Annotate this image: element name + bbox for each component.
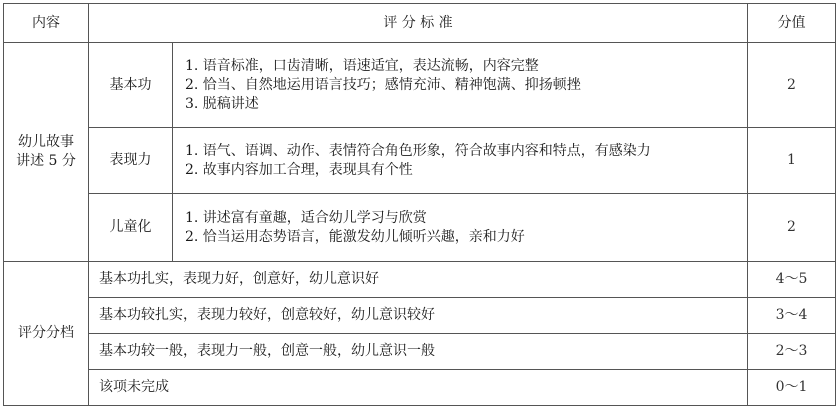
criterion-item: 2. 恰当运用态势语言，能激发幼儿倾听兴趣，亲和力好 (185, 228, 525, 245)
header-criteria: 评 分 标 准 (89, 4, 748, 43)
header-score: 分值 (748, 4, 836, 43)
band-description: 基本功较一般，表现力一般，创意一般，幼儿意识一般 (89, 334, 748, 370)
criterion-score: 1 (748, 128, 836, 194)
band-description: 基本功较扎实，表现力较好，创意较好，幼儿意识较好 (89, 298, 748, 334)
criteria-row-basic (4, 43, 836, 128)
header-content: 内容 (4, 4, 89, 43)
band-score: 2～3 (748, 334, 836, 370)
criterion-items (173, 43, 748, 128)
scoring-table (3, 3, 836, 406)
section-label-line1: 幼儿故事 (18, 134, 74, 150)
grading-band-row (4, 298, 836, 334)
criterion-item: 2. 恰当、自然地运用语言技巧；感情充沛、精神饱满、抑扬顿挫 (185, 76, 581, 93)
band-description: 该项未完成 (89, 370, 748, 406)
band-score: 0～1 (748, 370, 836, 406)
criterion-name: 表现力 (89, 128, 173, 194)
grading-band-row (4, 262, 836, 298)
criterion-items (173, 194, 748, 262)
grading-band-row (4, 370, 836, 406)
header-row (4, 4, 836, 43)
criterion-name: 基本功 (89, 43, 173, 128)
grading-band-row (4, 334, 836, 370)
criterion-item: 3. 脱稿讲述 (185, 95, 259, 112)
criterion-items (173, 128, 748, 194)
band-description: 基本功扎实，表现力好，创意好，幼儿意识好 (89, 262, 748, 298)
criterion-item: 1. 语气、语调、动作、表情符合角色形象，符合故事内容和特点，有感染力 (185, 142, 651, 159)
band-score: 3～4 (748, 298, 836, 334)
section-label (4, 43, 89, 262)
criteria-row-expression (4, 128, 836, 194)
section-label-line2: 讲述 5 分 (16, 153, 76, 169)
criteria-row-childlike (4, 194, 836, 262)
criterion-item: 1. 讲述富有童趣，适合幼儿学习与欣赏 (185, 209, 427, 226)
criterion-item: 1. 语音标准，口齿清晰，语速适宜，表达流畅，内容完整 (185, 57, 539, 74)
grading-label: 评分分档 (4, 262, 89, 406)
criterion-item: 2. 故事内容加工合理，表现具有个性 (185, 161, 413, 178)
band-score: 4～5 (748, 262, 836, 298)
criterion-name: 儿童化 (89, 194, 173, 262)
criterion-score: 2 (748, 194, 836, 262)
criterion-score: 2 (748, 43, 836, 128)
